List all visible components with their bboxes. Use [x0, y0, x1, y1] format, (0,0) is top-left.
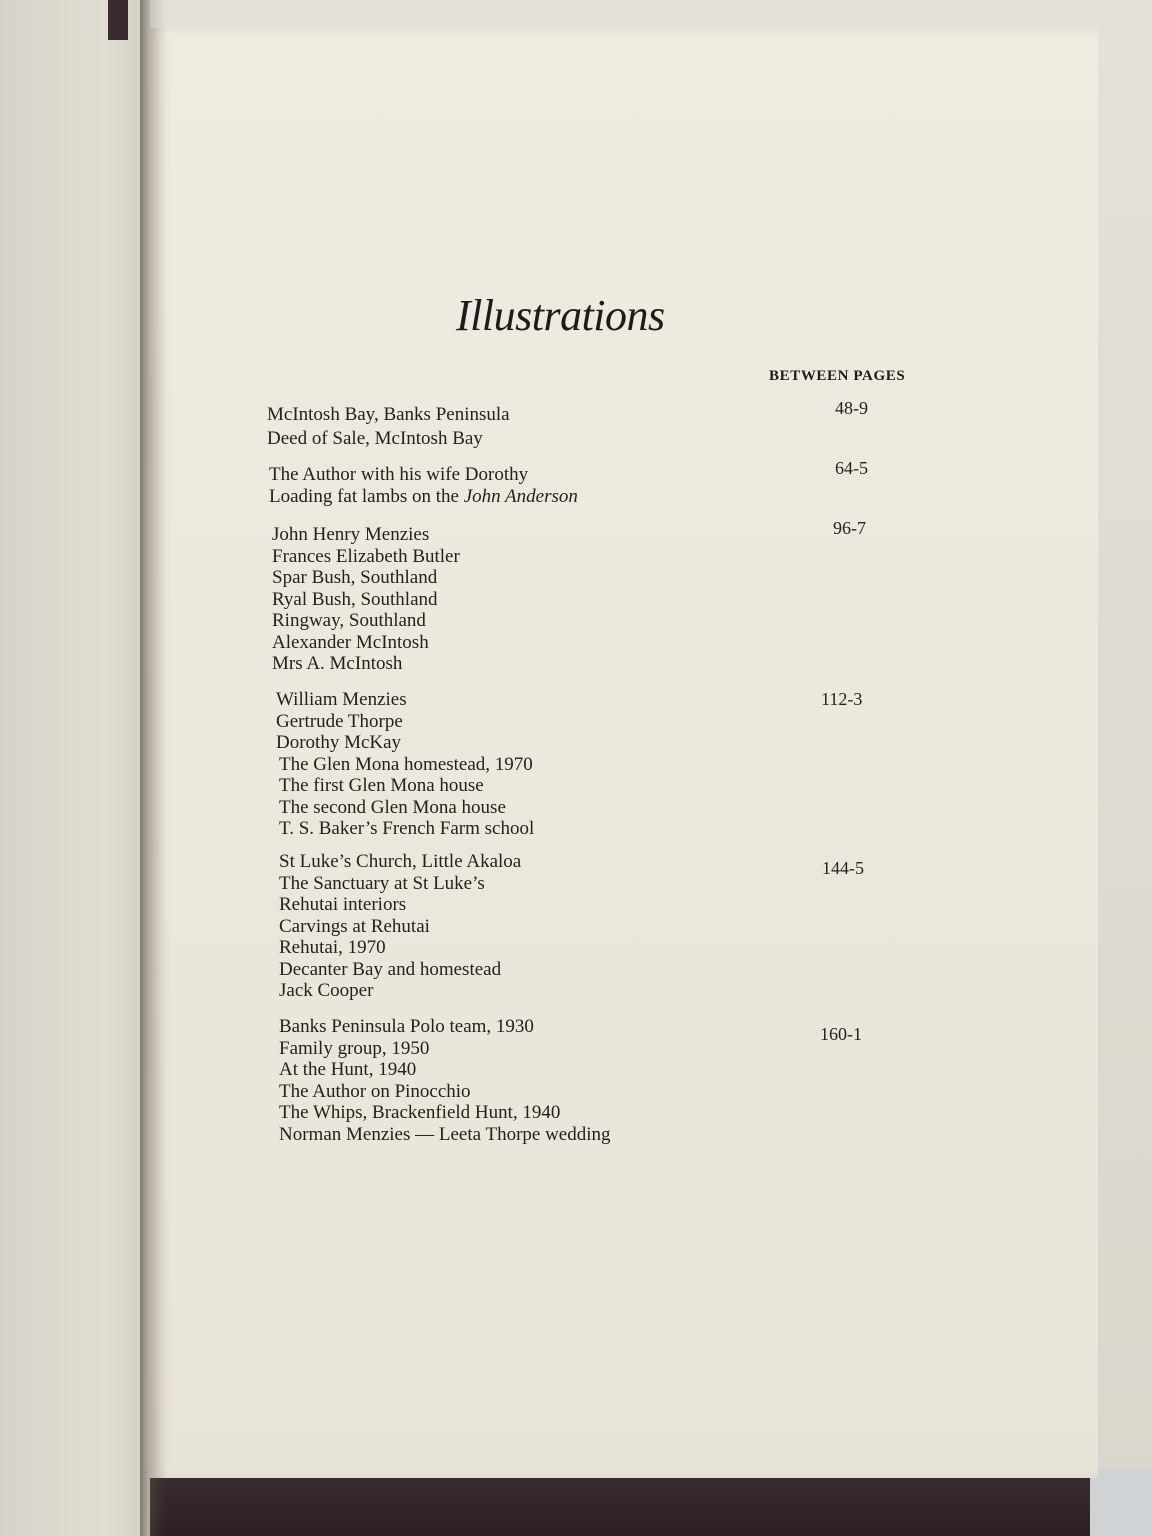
- page-title: Illustrations: [456, 291, 665, 340]
- illustration-item: Ryal Bush, Southland: [272, 588, 438, 610]
- illustration-item: Rehutai, 1970: [279, 937, 386, 958]
- illustration-item: John Henry Menzies: [272, 524, 430, 545]
- illustration-item: Spar Bush, Southland: [272, 567, 438, 588]
- ship-name: John Anderson: [463, 485, 578, 507]
- facing-page: [0, 0, 150, 1536]
- page-range: 144-5: [822, 858, 864, 878]
- illustration-item: Frances Elizabeth Butler: [272, 545, 460, 567]
- illustration-item: T. S. Baker’s French Farm school: [279, 818, 535, 839]
- illustration-item: The second Glen Mona house: [279, 796, 506, 818]
- illustration-item: [269, 486, 578, 508]
- illustration-group: [279, 1016, 862, 1145]
- illustration-item: Mrs A. McIntosh: [272, 653, 403, 674]
- illustration-item: The Author with his wife Dorothy: [269, 464, 529, 485]
- illustration-item: Dorothy McKay: [276, 732, 402, 753]
- illustration-item: St Luke’s Church, Little Akaloa: [279, 851, 522, 872]
- illustration-item: Gertrude Thorpe: [276, 710, 403, 732]
- illustration-item: Decanter Bay and homestead: [279, 958, 502, 980]
- illustration-item: Alexander McIntosh: [272, 631, 429, 653]
- illustration-group: [279, 851, 864, 1002]
- column-header: BETWEEN PAGES: [769, 368, 906, 384]
- illustration-item: William Menzies: [276, 689, 407, 710]
- illustration-item: Norman Menzies — Leeta Thorpe wedding: [279, 1123, 611, 1145]
- illustration-item: The Whips, Brackenfield Hunt, 1940: [279, 1102, 561, 1123]
- page-range: 96-7: [833, 518, 866, 538]
- illustration-item: Banks Peninsula Polo team, 1930: [279, 1016, 534, 1037]
- page-range: 160-1: [820, 1024, 862, 1044]
- cover-edge: [108, 0, 128, 40]
- illustration-item-text: Loading fat lambs on the: [269, 485, 464, 507]
- illustration-item: The Glen Mona homestead, 1970: [279, 753, 533, 775]
- illustration-item: The Author on Pinocchio: [279, 1080, 471, 1102]
- page-range: 64-5: [835, 458, 868, 478]
- illustration-item: Rehutai interiors: [279, 894, 407, 915]
- illustration-group: [267, 398, 868, 449]
- illustration-item: Family group, 1950: [279, 1037, 430, 1059]
- illustration-item: Ringway, Southland: [272, 610, 426, 631]
- illustration-item: Carvings at Rehutai: [279, 915, 430, 937]
- binding-shadow: [140, 0, 166, 1536]
- illustration-item: The Sanctuary at St Luke’s: [279, 872, 485, 894]
- illustration-item: At the Hunt, 1940: [279, 1059, 417, 1080]
- illustration-group: [269, 458, 868, 507]
- illustration-item: Jack Cooper: [279, 980, 374, 1001]
- illustration-group: [276, 689, 863, 840]
- illustration-item: The first Glen Mona house: [279, 775, 484, 796]
- page-range: 112-3: [821, 689, 863, 709]
- background-surface: [1090, 1470, 1152, 1536]
- illustration-item: Deed of Sale, McIntosh Bay: [267, 427, 483, 449]
- illustration-item: McIntosh Bay, Banks Peninsula: [267, 404, 510, 425]
- page-range: 48-9: [835, 398, 868, 418]
- book-cover-bottom: [150, 1476, 1152, 1536]
- illustration-group: [272, 518, 866, 675]
